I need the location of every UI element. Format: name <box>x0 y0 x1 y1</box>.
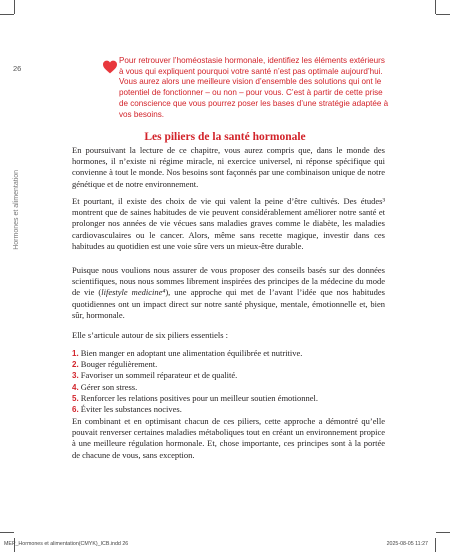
list-item <box>72 359 318 370</box>
crop-mark <box>436 14 450 15</box>
crop-mark <box>14 0 15 14</box>
list-number: 4. <box>72 382 79 392</box>
running-head: Hormones et alimentation <box>13 170 20 250</box>
list-intro: Elle s’articule autour de six piliers essentiels : <box>72 330 229 340</box>
list-item <box>72 370 318 381</box>
list-item-text: Bouger régulièrement. <box>80 359 158 370</box>
callout-text: Pour retrouver l’homéostasie hormonale, identifiez les éléments extérieurs à vous qui expliquent pourquoi votre santé n’est pas optimale aujourd’hui. Vous aurez alors une meilleure vision d’ensemble des solutions qui ont le potentiel de fonctionner – ou non – pour vous. C’est à partir de cette prise de conscience que vous pourrez poser les bases d’une stratégie adaptée à vos besoins. <box>119 56 389 119</box>
paragraph-text: ⁴), une approche qui met de l’avant l’idée que nos habitudes quotidiennes ont un impact direct sur notre santé physique, mentale, émotionnelle et, bien sûr, hormonale. <box>72 287 385 320</box>
pillars-list <box>72 348 318 415</box>
list-item-text: Favoriser un sommeil réparateur et de qualité. <box>80 370 238 381</box>
list-item-text: Éviter les substances nocives. <box>80 404 182 415</box>
list-item-text: Renforcer les relations positives pour un meilleur soutien émotionnel. <box>80 392 319 403</box>
list-item <box>72 348 318 359</box>
crop-mark <box>0 532 14 533</box>
paragraph: En poursuivant la lecture de ce chapitre, vous aurez compris que, dans le monde des hormones, il n’existe ni régime miracle, ni exercice universel, ni réponse spécifique qui convienne à tout le monde. Nos besoins sont façonnés par une combinaison unique de notre génétique et de notre environnement. <box>72 145 385 189</box>
crop-mark <box>435 538 436 552</box>
crop-mark <box>435 0 436 14</box>
list-item <box>72 382 318 393</box>
print-slug-file: MEP_Hormones et alimentation(CMYK)_ICB.indd 26 <box>4 541 129 547</box>
list-item <box>72 393 318 404</box>
heart-icon <box>102 60 118 74</box>
paragraph: Et pourtant, il existe des choix de vie qui valent la peine d’être cultivés. Des études³ montrent que de saines habitudes de vie peuvent considérablement améliorer notre santé et prolonger nos années de vie vécues sans maladies graves comme le diabète, les maladies cardiovasculaires ou le cancer. Alors, même sans recette magique, investir dans ces habitudes au quotidien est une voie sûre vers un mieux-être durable. <box>72 196 385 251</box>
print-slug-date: 2025-08-05 11:27 <box>386 541 428 547</box>
paragraph: En combinant et en optimisant chacun de ces piliers, cette approche a démontré qu’elle pouvait renverser certaines maladies métaboliques tout en créant un environnement propice à une meilleure régulation hormonale. Et, chose importante, ces principes sont à la portée de chacune de vous, sans exception. <box>72 416 385 460</box>
list-number: 3. <box>72 371 79 381</box>
crop-mark <box>0 14 14 15</box>
paragraph-text: Puisque nous voulions nous assurer de vous proposer des conseils basés sur des données scientifiques, nous nous sommes librement inspirées des principes de la médecine du mode de vie ( <box>72 265 385 298</box>
list-item-text: Bien manger en adoptant une alimentation équilibrée et nutritive. <box>80 348 303 358</box>
list-number: 2. <box>72 360 79 370</box>
list-item <box>72 404 318 415</box>
paragraph <box>72 265 385 321</box>
emphasis-text: lifestyle medicine <box>101 287 163 298</box>
crop-mark <box>436 532 450 533</box>
section-title: Les piliers de la santé hormonale <box>144 131 306 143</box>
list-item-text: Gérer son stress. <box>80 381 138 392</box>
list-number: 6. <box>72 405 79 415</box>
list-number: 1. <box>72 349 79 358</box>
list-number: 5. <box>72 393 79 403</box>
page-number: 26 <box>13 64 22 73</box>
